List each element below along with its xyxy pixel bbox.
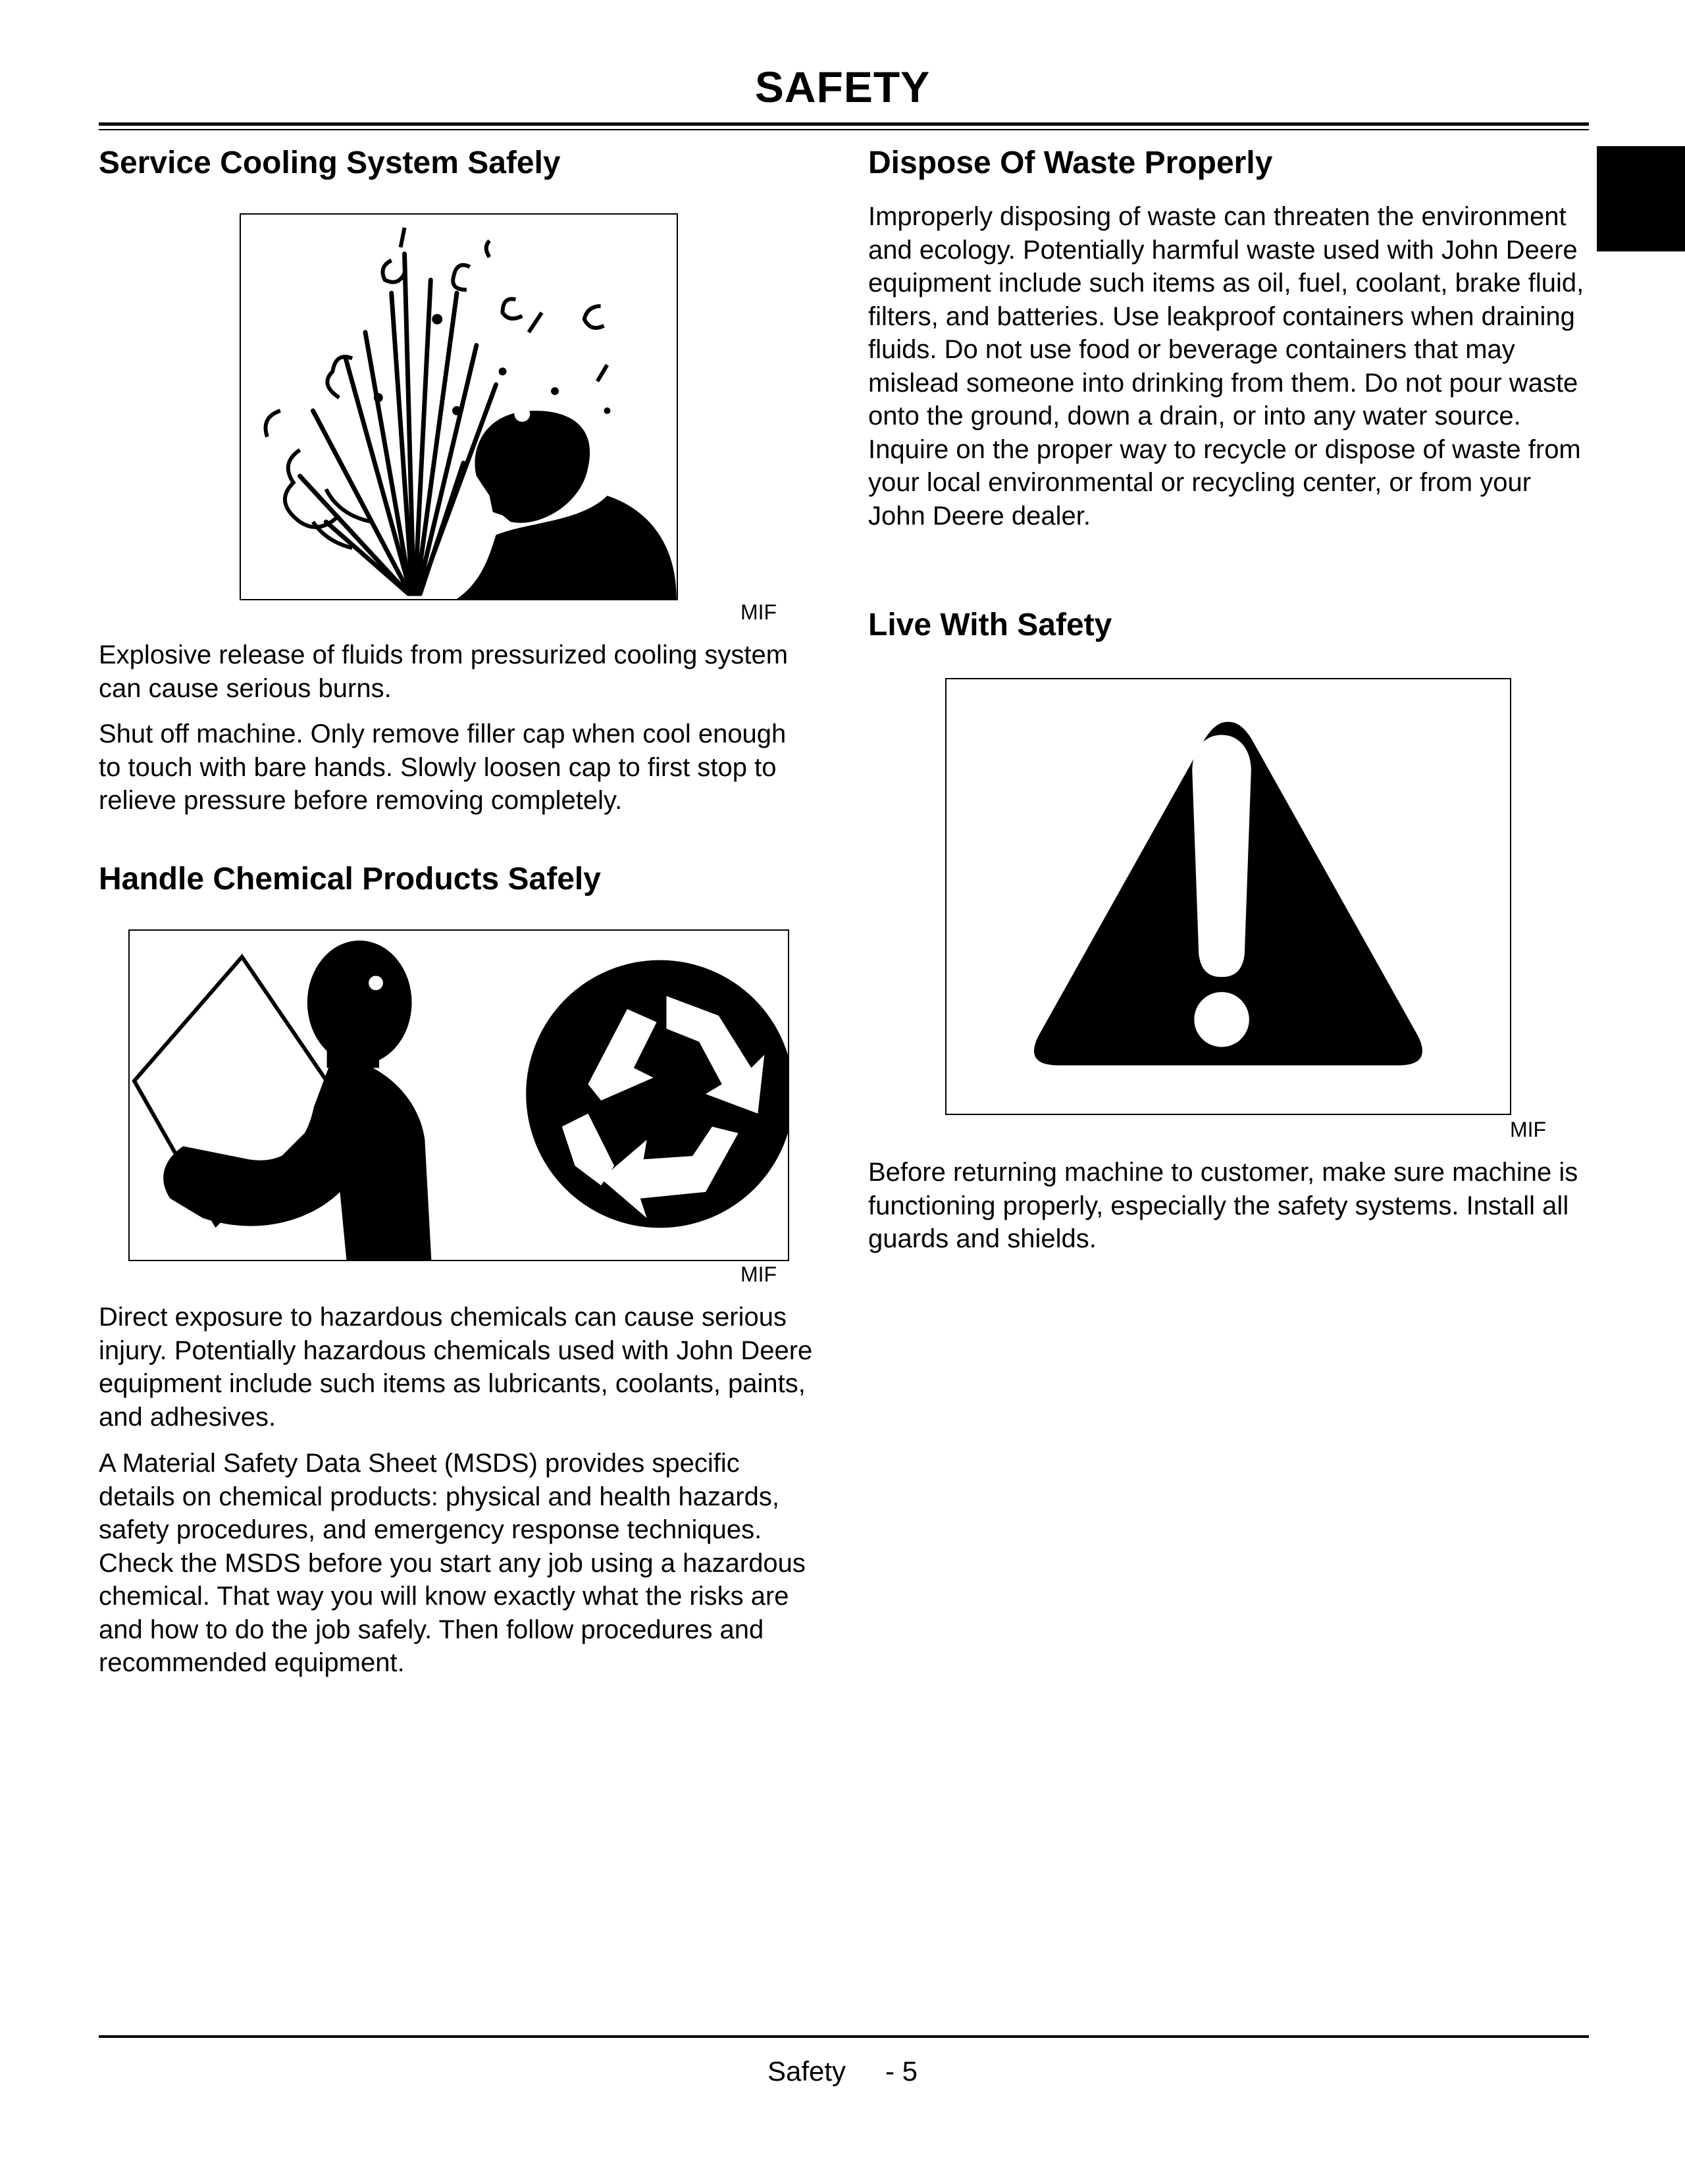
waste-paragraph-1: Improperly disposing of waste can threaten the environment and ecology. Potentially harmful waste used with John Deere equipment include such items as oil, fuel, coolant, brake fluid, filters, and batteries. Use leakproof containers when draining fluids. Do not use food or beverage containers that may mislead someone into drinking from them. Do not pour waste onto the ground, down a drain, or into any water source. Inquire on the proper way to recycle or dispose of waste from your local environmental or recycling center, or from your John Deere dealer. [868, 202, 1584, 531]
section-thumb-tab [1597, 146, 1685, 251]
page-footer [0, 2054, 1685, 2089]
live-figure [945, 678, 1511, 1115]
cooling-figure-code: MIF [740, 600, 777, 624]
chemical-paragraph-2: A Material Safety Data Sheet (MSDS) provides specific details on chemical products: physical and health hazards, safety procedures, and emergency response techniques. Check the MSDS before you start any job using a hazardous chemical. That way you will know exactly what the risks are and how to do the job safely. Then follow procedures and recommended equipment. [99, 1449, 806, 1677]
live-figure-code: MIF [1510, 1118, 1547, 1141]
cooling-heading: Service Cooling System Safely [99, 145, 561, 180]
footer-rule [99, 2035, 1589, 2038]
warning-triangle-exclamation-icon [946, 679, 1510, 1114]
live-paragraph-1: Before returning machine to customer, make sure machine is functioning properly, especially the safety systems. Install all guards and shields. [868, 1158, 1578, 1253]
chemical-heading: Handle Chemical Products Safely [99, 862, 601, 897]
waste-heading: Dispose Of Waste Properly [868, 145, 1273, 180]
footer-section-name: Safety [767, 2056, 846, 2087]
footer-page-number: - 5 [885, 2056, 918, 2087]
cooling-figure [240, 213, 678, 600]
header-rule-thick [99, 122, 1589, 126]
live-heading: Live With Safety [868, 608, 1112, 642]
chemical-figure [128, 929, 789, 1261]
cooling-paragraph-2: Shut off machine. Only remove filler cap when cool enough to touch with bare hands. Slowly loosen cap to first stop to relieve pressure before removing completely. [99, 719, 787, 815]
page-title: SAFETY [754, 63, 931, 111]
chemical-paragraph-1: Direct exposure to hazardous chemicals can cause serious injury. Potentially hazardous chemicals used with John Deere equipment include such items as lubricants, coolants, paints, and adhesives. [99, 1303, 813, 1432]
header-rule-thin [99, 129, 1589, 130]
chemical-figure-code: MIF [740, 1262, 777, 1286]
cooling-paragraph-1: Explosive release of fluids from pressurized cooling system can cause serious burns. [99, 640, 789, 703]
person-with-container-and-recycle-icon [130, 931, 788, 1260]
pressurized-spray-burn-icon [241, 215, 677, 599]
